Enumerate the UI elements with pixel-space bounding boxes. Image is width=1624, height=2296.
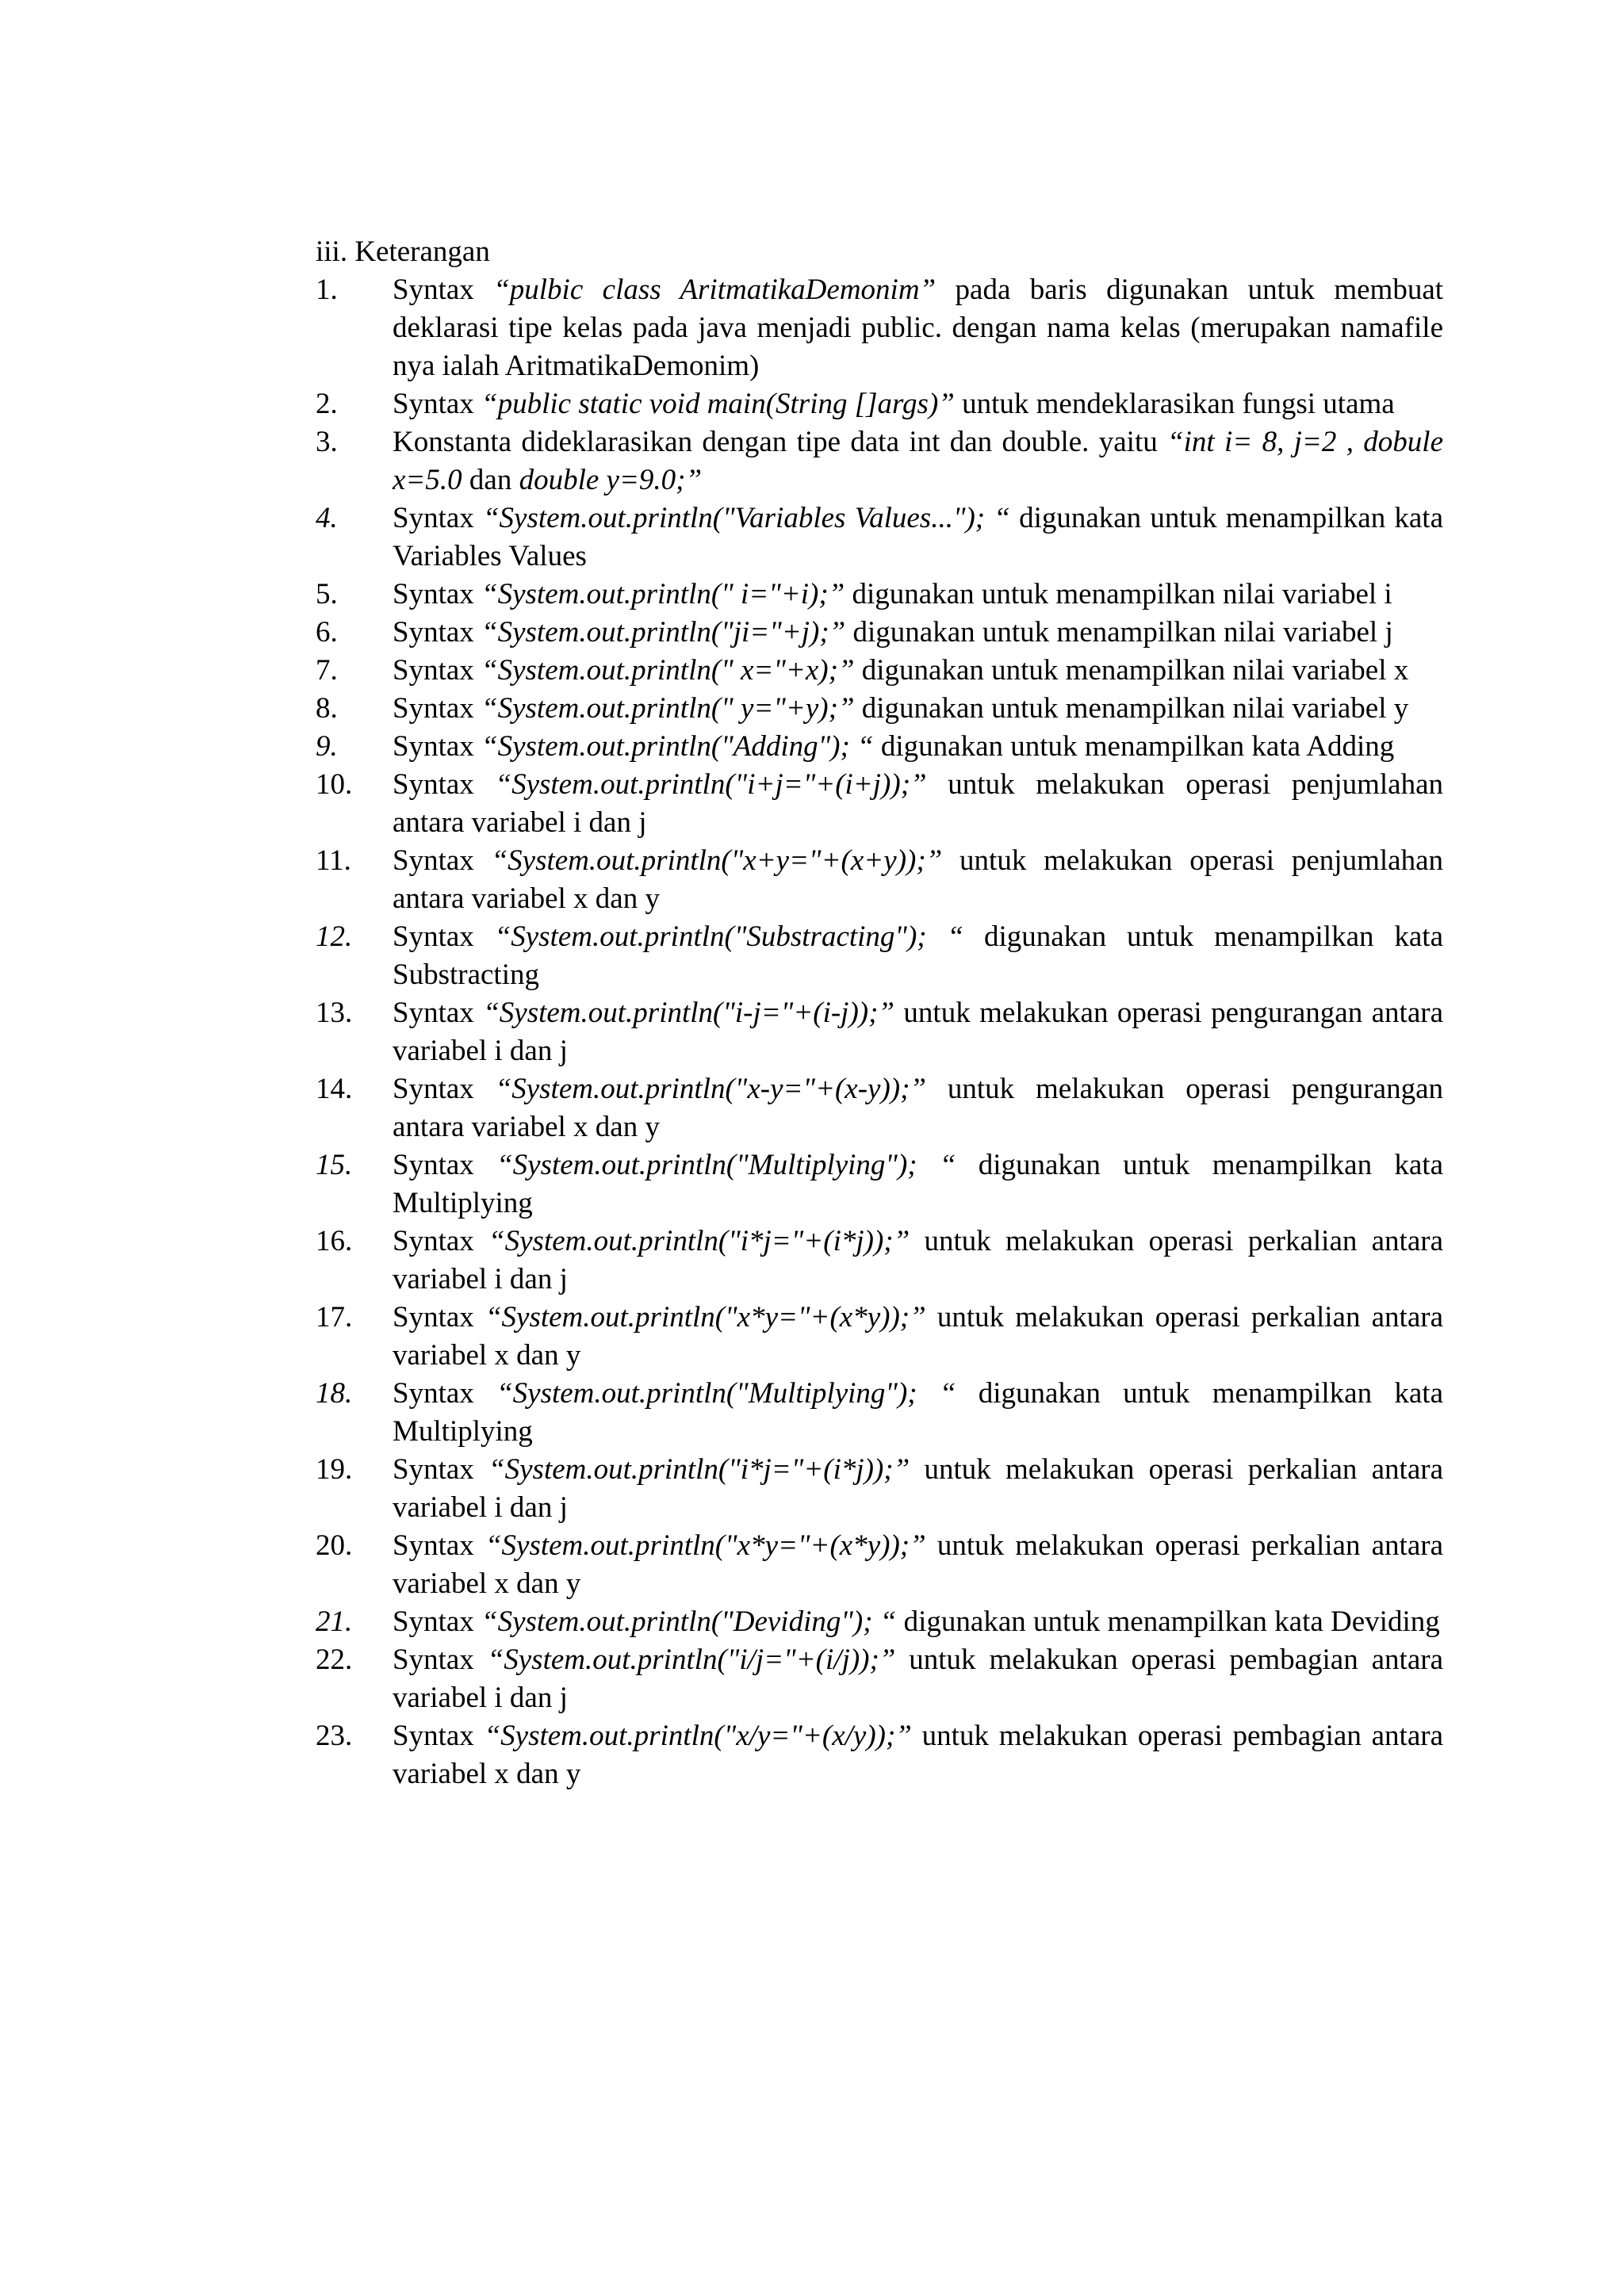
description-text: untuk melakukan operasi perkalian antara variabel i dan j [393, 1225, 1443, 1295]
code-snippet: “System.out.println("x/y="+(x/y));” [484, 1720, 912, 1752]
list-item-text [393, 614, 1443, 652]
list-item [316, 766, 1443, 842]
code-snippet: “System.out.println("i-j="+(i-j));” [483, 997, 894, 1029]
list-item-number: 14. [316, 1073, 353, 1105]
description-text: Syntax [393, 1720, 485, 1752]
list-item [316, 271, 1443, 385]
list-item-number: 1. [316, 274, 338, 306]
list-item [316, 1299, 1443, 1375]
list-item [316, 1641, 1443, 1717]
description-text: Syntax [393, 1605, 482, 1638]
list-item-number: 16. [316, 1225, 353, 1257]
description-text: untuk melakukan operasi pengurangan antara variabel x dan y [393, 1073, 1443, 1143]
list-item-text [393, 652, 1443, 690]
code-snippet: “System.out.println(" x="+x);” [481, 654, 855, 687]
list-item-text [393, 1146, 1443, 1223]
list-item-number: 6. [316, 616, 338, 649]
list-item-text [393, 728, 1443, 766]
description-text: Syntax [393, 1149, 497, 1181]
list-item [316, 423, 1443, 499]
list-item-text [393, 1603, 1443, 1641]
description-text: digunakan untuk menampilkan kata Adding [873, 730, 1395, 763]
description-text: Syntax [393, 920, 495, 953]
code-snippet: “System.out.println("x-y="+(x-y));” [495, 1073, 927, 1105]
list-item-number: 12. [316, 920, 353, 953]
list-item [316, 1070, 1443, 1146]
code-snippet: “System.out.println("Substracting"); “ [494, 920, 964, 953]
code-snippet: “System.out.println("Multiplying"); “ [496, 1149, 956, 1181]
description-text: Syntax [393, 1301, 485, 1334]
list-item [316, 385, 1443, 423]
list-item-text [393, 1717, 1443, 1793]
explanation-list [316, 271, 1443, 1793]
list-item [316, 614, 1443, 652]
list-item [316, 918, 1443, 994]
description-text: untuk melakukan operasi perkalian antara variabel x dan y [393, 1529, 1444, 1600]
code-snippet: “System.out.println("x*y="+(x*y));” [485, 1529, 926, 1562]
description-text: pada baris digunakan untuk membuat deklarasi tipe kelas pada java menjadi public. dengan nama kelas (merupakan namafile nya ialah AritmatikaDemonim) [393, 274, 1444, 382]
list-item-text [393, 499, 1443, 576]
list-item-text [393, 918, 1443, 994]
code-snippet: “System.out.println("ji="+j);” [481, 616, 846, 649]
code-snippet: “System.out.println("Deviding"); “ [481, 1605, 897, 1638]
list-item [316, 842, 1443, 918]
list-item-number: 21. [316, 1605, 353, 1638]
list-item-text [393, 1375, 1443, 1451]
code-snippet: “System.out.println("Adding"); “ [481, 730, 874, 763]
list-item-text [393, 1451, 1443, 1527]
list-item [316, 1527, 1443, 1603]
list-item-text [393, 1299, 1443, 1375]
description-text: digunakan untuk menampilkan nilai variabel j [845, 616, 1393, 649]
description-text: Syntax [393, 1453, 489, 1486]
list-item-text [393, 576, 1443, 614]
list-item-number: 9. [316, 730, 338, 763]
description-text: digunakan untuk menampilkan kata Substracting [393, 920, 1444, 991]
list-item [316, 728, 1443, 766]
description-text: digunakan untuk menampilkan kata Deviding [896, 1605, 1440, 1638]
list-item [316, 652, 1443, 690]
code-snippet: “System.out.println(" i="+i);” [481, 578, 845, 610]
list-item-number: 11. [316, 844, 351, 877]
list-item [316, 1223, 1443, 1299]
description-text: digunakan untuk menampilkan kata Variables Values [393, 502, 1443, 572]
list-item-text [393, 1527, 1443, 1603]
list-item-number: 23. [316, 1720, 353, 1752]
code-snippet: “System.out.println("Multiplying"); “ [496, 1377, 956, 1410]
code-snippet: “public static void main(String []args)” [481, 388, 955, 420]
description-text: Syntax [393, 616, 482, 649]
list-item-text [393, 1223, 1443, 1299]
code-snippet: double y=9.0;” [519, 464, 703, 496]
code-snippet: “System.out.println(" y="+y);” [481, 692, 855, 725]
list-item [316, 1717, 1443, 1793]
code-snippet: “System.out.println("x+y="+(x+y));” [491, 844, 943, 877]
description-text: untuk melakukan operasi penjumlahan antara variabel i dan j [393, 768, 1444, 839]
description-text: untuk melakukan operasi pembagian antara variabel x dan y [393, 1720, 1443, 1790]
list-item-number: 8. [316, 692, 338, 725]
list-item-number: 13. [316, 997, 353, 1029]
list-item [316, 1375, 1443, 1451]
list-item [316, 994, 1443, 1070]
list-item-number: 2. [316, 388, 338, 420]
list-item-text [393, 994, 1443, 1070]
list-item-text [393, 271, 1443, 385]
list-item-text [393, 423, 1443, 499]
description-text: untuk mendeklarasikan fungsi utama [954, 388, 1395, 420]
list-item [316, 499, 1443, 576]
list-item [316, 1451, 1443, 1527]
description-text: Konstanta dideklarasikan dengan tipe data int dan double. yaitu [393, 426, 1168, 458]
code-snippet: “System.out.println("i*j="+(i*j));” [488, 1225, 910, 1257]
description-text: Syntax [393, 274, 494, 306]
description-text: untuk melakukan operasi perkalian antara variabel x dan y [393, 1301, 1444, 1372]
list-item-text [393, 1070, 1443, 1146]
list-item-number: 15. [316, 1149, 353, 1181]
list-item-number: 18. [316, 1377, 353, 1410]
description-text: Syntax [393, 388, 482, 420]
description-text: Syntax [393, 768, 496, 801]
list-item-number: 5. [316, 578, 338, 610]
code-snippet: “System.out.println("x*y="+(x*y));” [485, 1301, 926, 1334]
list-item [316, 576, 1443, 614]
list-item-number: 22. [316, 1644, 353, 1676]
description-text: untuk melakukan operasi pembagian antara variabel i dan j [393, 1644, 1443, 1714]
list-item-number: 3. [316, 426, 338, 458]
list-item-number: 4. [316, 502, 338, 534]
description-text: Syntax [393, 1073, 496, 1105]
list-item-text [393, 385, 1443, 423]
list-item-number: 17. [316, 1301, 353, 1334]
description-text: Syntax [393, 578, 482, 610]
list-item-text [393, 766, 1443, 842]
description-text: Syntax [393, 1529, 485, 1562]
description-text: digunakan untuk menampilkan nilai variabel i [845, 578, 1392, 610]
description-text: Syntax [393, 654, 482, 687]
description-text: Syntax [393, 1377, 497, 1410]
description-text: digunakan untuk menampilkan kata Multiplying [393, 1377, 1443, 1448]
section-heading: iii. Keterangan [316, 235, 490, 268]
description-text: Syntax [393, 1225, 489, 1257]
list-item-number: 10. [316, 768, 353, 801]
description-text: Syntax [393, 692, 482, 725]
list-item-number: 7. [316, 654, 338, 687]
list-item [316, 1603, 1443, 1641]
code-snippet: “pulbic class AritmatikaDemonim” [493, 274, 936, 306]
list-item [316, 690, 1443, 728]
list-item [316, 1146, 1443, 1223]
list-item-text [393, 1641, 1443, 1717]
list-item-text [393, 690, 1443, 728]
code-snippet: “System.out.println("i*j="+(i*j));” [488, 1453, 910, 1486]
list-item-number: 20. [316, 1529, 353, 1562]
description-text: Syntax [393, 730, 482, 763]
description-text: digunakan untuk menampilkan kata Multiplying [393, 1149, 1443, 1219]
description-text: digunakan untuk menampilkan nilai variabel x [854, 654, 1409, 687]
code-snippet: “int i= 8, j=2 , dobule x=5.0 [393, 426, 1443, 496]
description-text: untuk melakukan operasi penjumlahan antara variabel x dan y [393, 844, 1443, 915]
description-text: Syntax [393, 844, 492, 877]
description-text: dan [462, 464, 519, 496]
description-text: Syntax [393, 1644, 488, 1676]
description-text: Syntax [393, 997, 484, 1029]
list-item-text [393, 842, 1443, 918]
description-text: Syntax [393, 502, 483, 534]
code-snippet: “System.out.println("Variables Values..."); “ [482, 502, 1010, 534]
code-snippet: “System.out.println("i+j="+(i+j));” [495, 768, 927, 801]
code-snippet: “System.out.println("i/j="+(i/j));” [487, 1644, 896, 1676]
description-text: untuk melakukan operasi perkalian antara variabel i dan j [393, 1453, 1443, 1524]
list-item-number: 19. [316, 1453, 353, 1486]
description-text: digunakan untuk menampilkan nilai variabel y [854, 692, 1409, 725]
description-text: untuk melakukan operasi pengurangan antara variabel i dan j [393, 997, 1443, 1067]
